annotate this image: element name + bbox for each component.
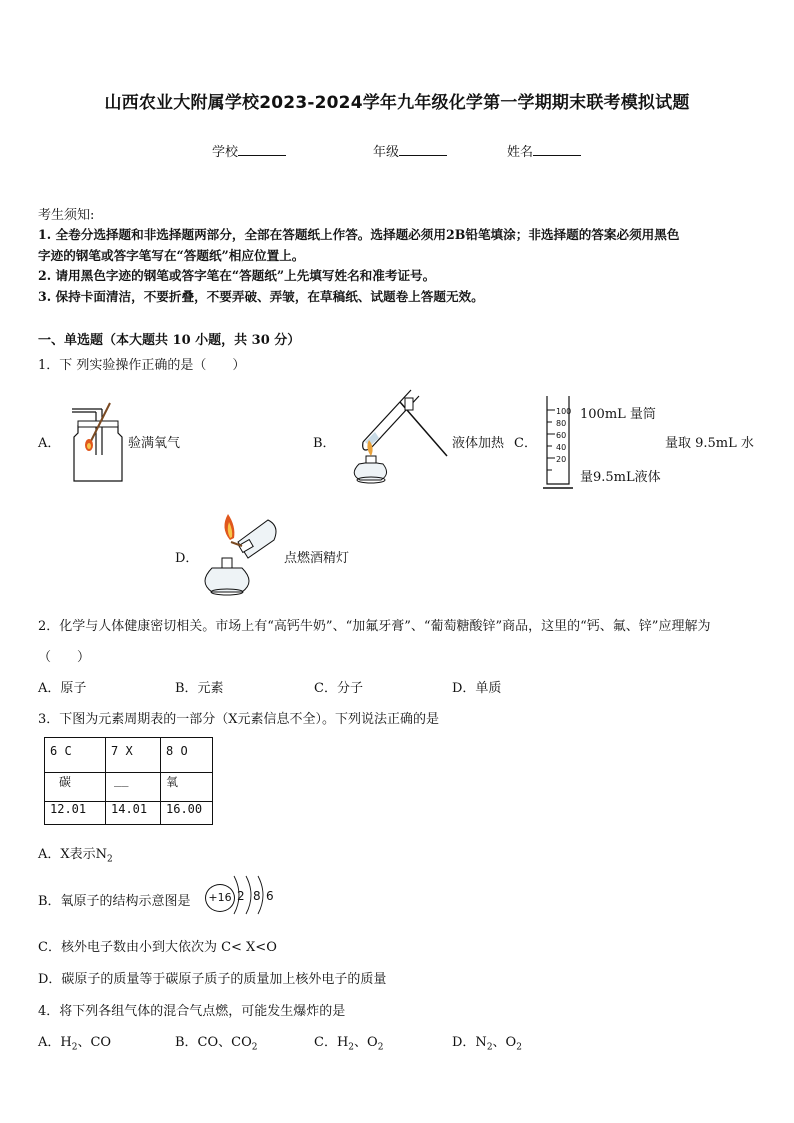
cell-oxygen-name: 氧 (161, 773, 213, 802)
test-tube-heating-icon (345, 384, 450, 496)
cell-x-mass: 14.01 (106, 802, 161, 825)
q2-option-d[interactable]: D．单质 (452, 681, 502, 696)
school-label: 学校 (212, 145, 239, 160)
section-heading: 一、单选题（本大题共 10 小题，共 30 分） (38, 333, 301, 348)
q2-option-b[interactable]: B．元素 (175, 681, 224, 696)
notice-line-3: 2. 请用黑色字迹的钢笔或答字笔在“答题纸”上先填写姓名和准考证号。 (38, 268, 436, 283)
alcohol-lamp-icon (198, 512, 282, 598)
shell-3-count: 6 (266, 889, 274, 903)
q3-option-d[interactable]: D．碳原子的质量等于碳原子质子的质量加上核外电子的质量 (38, 972, 387, 987)
notice-line-2: 字迹的钢笔或答字笔写在“答题纸”相应位置上。 (38, 248, 305, 263)
cell-carbon-mass: 12.01 (45, 802, 106, 825)
name-label: 姓名 (507, 145, 534, 160)
q1-option-c-letter[interactable]: C． (514, 436, 537, 451)
cell-oxygen-top: 8 O (161, 738, 213, 773)
q2-option-a[interactable]: A．原子 (38, 681, 87, 696)
q2-stem-line-1: 2．化学与人体健康密切相关。市场上有“高钙牛奶”、“加氟牙膏”、“葡萄糖酸锌”商品，这里的“钙、氟、锌”应理解为 (38, 619, 711, 634)
cell-x-name: __ (106, 773, 161, 802)
q1-option-c-label-right: 量取 9.5mL 水 (665, 436, 754, 451)
q1-option-a-letter[interactable]: A． (38, 436, 61, 451)
q1-stem: 1．下 列实验操作正确的是（ ） (38, 358, 246, 373)
name-field (507, 141, 581, 160)
cell-x-top: 7 X (106, 738, 161, 773)
q3-stem: 3．下图为元素周期表的一部分（X元素信息不全）。下列说法正确的是 (38, 712, 440, 727)
name-blank[interactable] (533, 143, 581, 156)
grade-blank[interactable] (399, 143, 447, 156)
q1-option-a-text: 验满氧气 (128, 436, 181, 451)
notice-line-4: 3. 保持卡面清洁，不要折叠，不要弄破、弄皱，在草稿纸、试题卷上答题无效。 (38, 289, 484, 304)
q1-option-b-letter[interactable]: B． (313, 436, 336, 451)
q1-option-d-letter[interactable]: D． (175, 551, 199, 566)
shell-2-count: 8 (253, 889, 261, 903)
q4-option-c[interactable]: C．$H_2$、$O_2$ (314, 1035, 384, 1053)
notice-line-1: 1. 全卷分选择题和非选择题两部分，全部在答题纸上作答。选择题必须用2B铅笔填涂；非选择题的答案必须用黑色 (38, 227, 680, 242)
q2-stem-line-2: （ ） (38, 650, 91, 665)
q4-option-a[interactable]: A．$H_2$、CO (38, 1035, 112, 1053)
q3-option-c[interactable]: C．核外电子数由小到大依次为 C< X<O (38, 940, 277, 955)
q1-option-c-label-top: 100mL 量筒 (580, 407, 656, 422)
q4-option-d[interactable]: D．$N_2$、$O_2$ (452, 1035, 522, 1053)
notice-heading: 考生须知: (38, 208, 95, 223)
q4-stem: 4．将下列各组气体的混合气点燃，可能发生爆炸的是 (38, 1004, 346, 1019)
school-blank[interactable] (238, 143, 286, 156)
periodic-table-fragment (44, 737, 213, 825)
cell-oxygen-mass: 16.00 (161, 802, 213, 825)
cell-carbon-top: 6 C (45, 738, 106, 773)
q4-option-b[interactable]: B．CO、$CO_2$ (175, 1035, 258, 1053)
q2-option-c[interactable]: C．分子 (314, 681, 363, 696)
q1-option-c-label-bottom: 量9.5mL液体 (580, 470, 661, 485)
q3-option-a[interactable]: A．X表示$N_2$ (38, 847, 113, 865)
cylinder-tick-labels: 100 80 60 40 20 (556, 407, 572, 464)
page-title: 山西农业大附属学校2023-2024学年九年级化学第一学期期末联考模拟试题 (104, 93, 690, 113)
school-field (212, 141, 286, 160)
q1-option-d-text: 点燃酒精灯 (284, 551, 350, 566)
grade-field (373, 141, 447, 160)
q3-option-b[interactable]: B．氧原子的结构示意图是 (38, 894, 191, 909)
q1-option-b-text: 液体加热 (452, 436, 505, 451)
shell-1-count: 2 (237, 889, 245, 903)
nucleus-circle: +16 (205, 884, 235, 912)
oxygen-bottle-icon (70, 395, 126, 487)
cell-carbon-name: 碳 (45, 773, 106, 802)
grade-label: 年级 (373, 145, 400, 160)
